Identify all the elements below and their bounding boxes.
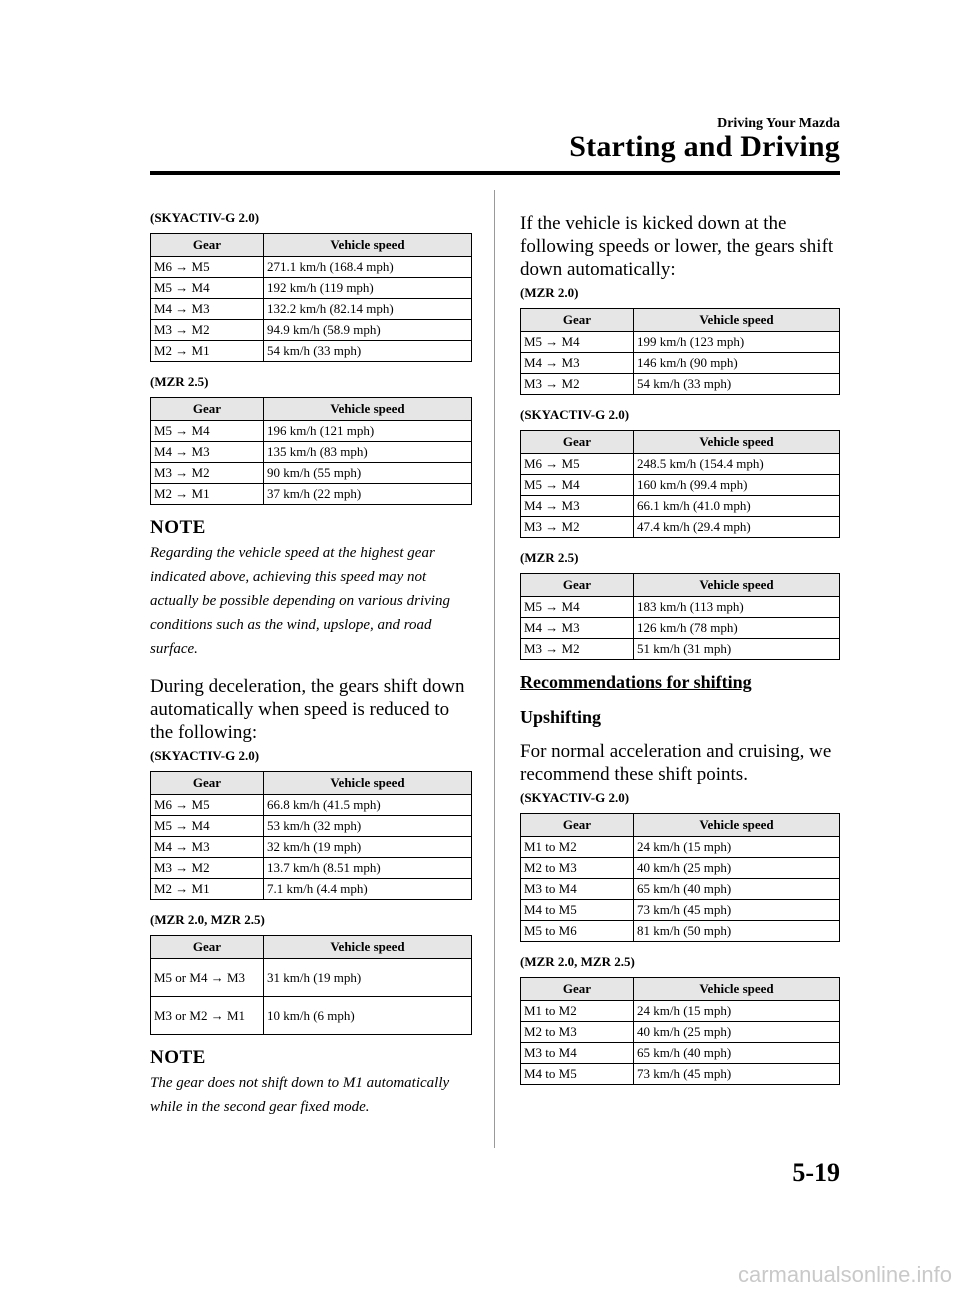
gear-column-header: Gear — [151, 398, 264, 421]
gear-speed-table — [520, 813, 840, 942]
gear-cell: M2 to M3 — [521, 1022, 634, 1043]
table-caption: (MZR 2.0) — [520, 285, 579, 300]
speed-cell: 47.4 km/h (29.4 mph) — [634, 517, 840, 538]
table-row — [151, 299, 472, 320]
table-caption: (MZR 2.5) — [520, 550, 579, 565]
table-header-row — [521, 574, 840, 597]
left-column — [150, 210, 472, 1133]
gear-column-header: Gear — [521, 431, 634, 454]
right-column — [520, 212, 840, 1097]
page-number: 5-19 — [792, 1158, 840, 1187]
speed-cell: 40 km/h (25 mph) — [634, 858, 840, 879]
gear-cell: M5 → M4 — [151, 816, 264, 837]
gear-cell: M4 to M5 — [521, 900, 634, 921]
subsection-heading: Upshifting — [520, 707, 602, 727]
column-divider — [494, 190, 495, 1148]
gear-speed-table — [150, 771, 472, 900]
body-paragraph: During deceleration, the gears shift down automatically when speed is reduced to the following: — [150, 676, 465, 743]
speed-cell: 65 km/h (40 mph) — [634, 879, 840, 900]
gear-cell: M3 → M2 — [521, 374, 634, 395]
table-caption: (MZR 2.0, MZR 2.5) — [150, 912, 265, 927]
gear-cell: M4 → M3 — [521, 618, 634, 639]
table-row — [151, 442, 472, 463]
speed-cell: 24 km/h (15 mph) — [634, 837, 840, 858]
table-row — [521, 1022, 840, 1043]
body-paragraph: If the vehicle is kicked down at the following speeds or lower, the gears shift down automatically: — [520, 213, 834, 280]
table-row — [521, 1064, 840, 1085]
speed-cell: 160 km/h (99.4 mph) — [634, 475, 840, 496]
note-heading: NOTE — [150, 517, 206, 538]
table-row — [151, 816, 472, 837]
speed-cell: 32 km/h (19 mph) — [264, 837, 472, 858]
speed-cell: 53 km/h (32 mph) — [264, 816, 472, 837]
gear-cell: M3 → M2 — [521, 517, 634, 538]
table-header-row — [151, 936, 472, 959]
speed-cell: 54 km/h (33 mph) — [634, 374, 840, 395]
note-heading: NOTE — [150, 1047, 206, 1068]
speed-cell: 132.2 km/h (82.14 mph) — [264, 299, 472, 320]
speed-cell: 192 km/h (119 mph) — [264, 278, 472, 299]
table-caption: (SKYACTIV-G 2.0) — [520, 407, 630, 422]
table-row — [521, 475, 840, 496]
gear-speed-table — [520, 430, 840, 538]
gear-cell: M6 → M5 — [521, 454, 634, 475]
gear-speed-table — [520, 977, 840, 1085]
table-row — [151, 421, 472, 442]
gear-cell: M5 → M4 — [521, 332, 634, 353]
table-caption: (SKYACTIV-G 2.0) — [520, 790, 630, 805]
gear-cell: M4 → M3 — [151, 442, 264, 463]
table-row — [151, 795, 472, 816]
table-row — [521, 496, 840, 517]
gear-cell: M5 → M4 — [521, 597, 634, 618]
speed-cell: 40 km/h (25 mph) — [634, 1022, 840, 1043]
gear-cell: M2 to M3 — [521, 858, 634, 879]
gear-cell: M3 to M4 — [521, 879, 634, 900]
table-row — [151, 858, 472, 879]
table-caption: (MZR 2.0, MZR 2.5) — [520, 954, 635, 969]
gear-cell: M5 → M4 — [151, 278, 264, 299]
speed-column-header: Vehicle speed — [264, 936, 472, 959]
gear-column-header: Gear — [521, 814, 634, 837]
table-row — [521, 618, 840, 639]
speed-column-header: Vehicle speed — [264, 772, 472, 795]
speed-cell: 196 km/h (121 mph) — [264, 421, 472, 442]
table-row — [521, 900, 840, 921]
speed-cell: 183 km/h (113 mph) — [634, 597, 840, 618]
gear-cell: M3 → M2 — [151, 320, 264, 341]
speed-cell: 199 km/h (123 mph) — [634, 332, 840, 353]
speed-cell: 24 km/h (15 mph) — [634, 1001, 840, 1022]
table-row — [521, 1043, 840, 1064]
table-header-row — [151, 772, 472, 795]
table-row — [521, 837, 840, 858]
table-row — [521, 1001, 840, 1022]
table-row — [151, 837, 472, 858]
table-header-row — [521, 978, 840, 1001]
speed-cell: 73 km/h (45 mph) — [634, 900, 840, 921]
table-row — [521, 597, 840, 618]
gear-column-header: Gear — [521, 309, 634, 332]
speed-cell: 94.9 km/h (58.9 mph) — [264, 320, 472, 341]
gear-speed-table — [150, 935, 472, 1035]
table-row — [151, 278, 472, 299]
table-header-row — [151, 234, 472, 257]
gear-cell: M1 to M2 — [521, 837, 634, 858]
speed-cell: 13.7 km/h (8.51 mph) — [264, 858, 472, 879]
speed-cell: 54 km/h (33 mph) — [264, 341, 472, 362]
table-row — [521, 353, 840, 374]
table-row — [521, 454, 840, 475]
table-row — [521, 374, 840, 395]
table-row — [521, 517, 840, 538]
table-row — [151, 320, 472, 341]
header-section-label: Driving Your Mazda — [717, 116, 840, 131]
table-caption: (SKYACTIV-G 2.0) — [150, 210, 260, 225]
table-row — [521, 879, 840, 900]
gear-cell: M6 → M5 — [151, 795, 264, 816]
gear-cell: M3 to M4 — [521, 1043, 634, 1064]
gear-cell: M5 → M4 — [521, 475, 634, 496]
table-header-row — [151, 398, 472, 421]
header-rule — [150, 171, 840, 175]
speed-cell: 66.1 km/h (41.0 mph) — [634, 496, 840, 517]
table-row — [151, 257, 472, 278]
table-row — [521, 639, 840, 660]
section-heading: Recommendations for shifting — [520, 672, 752, 692]
gear-cell: M5 to M6 — [521, 921, 634, 942]
gear-cell: M3 → M2 — [151, 463, 264, 484]
gear-cell: M4 → M3 — [151, 299, 264, 320]
gear-speed-table — [520, 573, 840, 660]
table-row — [151, 484, 472, 505]
gear-cell: M5 or M4 → M3 — [151, 959, 264, 997]
speed-cell: 51 km/h (31 mph) — [634, 639, 840, 660]
table-header-row — [521, 814, 840, 837]
table-row — [521, 332, 840, 353]
gear-cell: M2 → M1 — [151, 341, 264, 362]
gear-cell: M3 → M2 — [521, 639, 634, 660]
watermark: carmanualsonline.info — [737, 1262, 952, 1287]
speed-cell: 271.1 km/h (168.4 mph) — [264, 257, 472, 278]
gear-cell: M2 → M1 — [151, 879, 264, 900]
gear-cell: M4 to M5 — [521, 1064, 634, 1085]
table-header-row — [521, 309, 840, 332]
speed-column-header: Vehicle speed — [634, 978, 840, 1001]
table-row — [521, 921, 840, 942]
table-row — [151, 341, 472, 362]
speed-cell: 10 km/h (6 mph) — [264, 997, 472, 1035]
gear-cell: M3 or M2 → M1 — [151, 997, 264, 1035]
speed-cell: 146 km/h (90 mph) — [634, 353, 840, 374]
speed-column-header: Vehicle speed — [634, 574, 840, 597]
table-row — [151, 997, 472, 1035]
speed-column-header: Vehicle speed — [634, 431, 840, 454]
table-header-row — [521, 431, 840, 454]
gear-cell: M4 → M3 — [521, 496, 634, 517]
table-row — [151, 463, 472, 484]
table-row — [151, 879, 472, 900]
speed-cell: 73 km/h (45 mph) — [634, 1064, 840, 1085]
speed-cell: 65 km/h (40 mph) — [634, 1043, 840, 1064]
speed-cell: 90 km/h (55 mph) — [264, 463, 472, 484]
gear-column-header: Gear — [151, 234, 264, 257]
gear-cell: M2 → M1 — [151, 484, 264, 505]
table-row — [151, 959, 472, 997]
speed-cell: 66.8 km/h (41.5 mph) — [264, 795, 472, 816]
speed-cell: 81 km/h (50 mph) — [634, 921, 840, 942]
gear-speed-table — [520, 308, 840, 395]
gear-column-header: Gear — [521, 978, 634, 1001]
speed-cell: 31 km/h (19 mph) — [264, 959, 472, 997]
gear-column-header: Gear — [151, 772, 264, 795]
gear-cell: M4 → M3 — [151, 837, 264, 858]
gear-cell: M1 to M2 — [521, 1001, 634, 1022]
table-caption: (SKYACTIV-G 2.0) — [150, 748, 260, 763]
speed-cell: 126 km/h (78 mph) — [634, 618, 840, 639]
note-text: The gear does not shift down to M1 automatically while in the second gear fixed mode. — [150, 1075, 450, 1115]
page-title: Starting and Driving — [569, 130, 840, 163]
speed-column-header: Vehicle speed — [264, 234, 472, 257]
speed-column-header: Vehicle speed — [634, 814, 840, 837]
note-text: Regarding the vehicle speed at the highest gear indicated above, achieving this speed may not actually be possible depending on various driving conditions such as the wind, upslope, and road surface. — [150, 545, 450, 657]
speed-column-header: Vehicle speed — [634, 309, 840, 332]
speed-cell: 248.5 km/h (154.4 mph) — [634, 454, 840, 475]
speed-cell: 7.1 km/h (4.4 mph) — [264, 879, 472, 900]
body-paragraph: For normal acceleration and cruising, we recommend these shift points. — [520, 741, 832, 785]
speed-cell: 135 km/h (83 mph) — [264, 442, 472, 463]
table-row — [521, 858, 840, 879]
gear-column-header: Gear — [521, 574, 634, 597]
table-caption: (MZR 2.5) — [150, 374, 209, 389]
speed-cell: 37 km/h (22 mph) — [264, 484, 472, 505]
gear-cell: M3 → M2 — [151, 858, 264, 879]
gear-column-header: Gear — [151, 936, 264, 959]
gear-speed-table — [150, 233, 472, 362]
gear-cell: M5 → M4 — [151, 421, 264, 442]
gear-speed-table — [150, 397, 472, 505]
gear-cell: M6 → M5 — [151, 257, 264, 278]
gear-cell: M4 → M3 — [521, 353, 634, 374]
speed-column-header: Vehicle speed — [264, 398, 472, 421]
